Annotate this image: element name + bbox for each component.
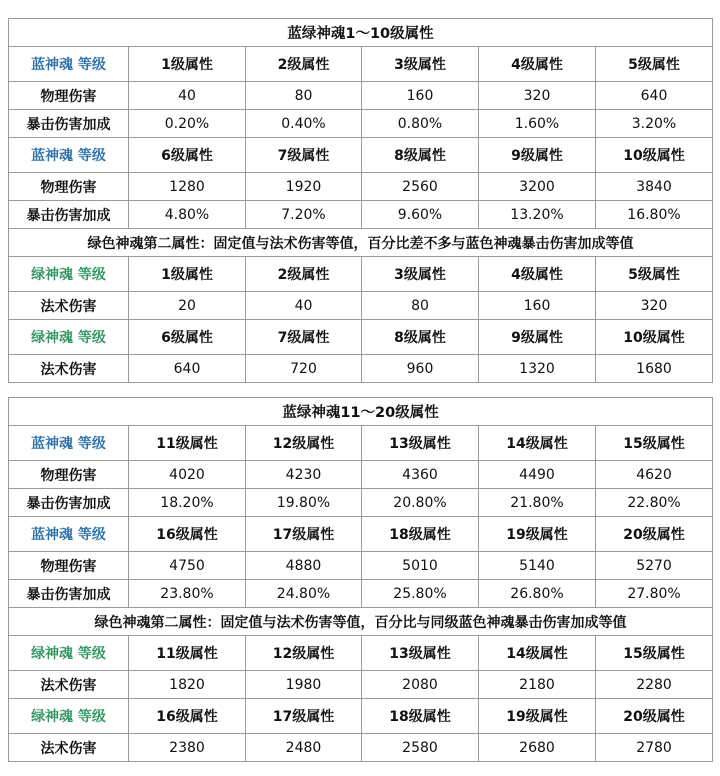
green-soul-level-label: 绿神魂 等级 [9,320,129,355]
level-header: 9级属性 [479,320,596,355]
level-header: 5级属性 [596,47,713,82]
level-header-row [9,517,713,552]
level-header: 14级属性 [479,426,596,461]
cell-value: 23.80% [129,580,246,608]
green-soul-level-label: 绿神魂 等级 [9,636,129,671]
cell-value: 40 [246,292,362,320]
cell-value: 20 [129,292,246,320]
level-header-row [9,138,713,173]
cell-value: 0.80% [362,110,479,138]
level-header: 7级属性 [246,320,362,355]
cell-value: 960 [362,355,479,383]
cell-value: 1820 [129,671,246,699]
cell-value: 4490 [479,461,596,489]
cell-value: 4360 [362,461,479,489]
cell-value: 0.20% [129,110,246,138]
blue-soul-level-label: 蓝神魂 等级 [9,47,129,82]
table-row [9,173,713,201]
cell-value: 2180 [479,671,596,699]
cell-value: 4750 [129,552,246,580]
level-header: 15级属性 [596,426,713,461]
cell-value: 2380 [129,734,246,762]
level-header: 8级属性 [362,320,479,355]
level-header: 16级属性 [129,699,246,734]
row-label: 暴击伤害加成 [9,580,129,608]
row-label: 法术伤害 [9,292,129,320]
level-header: 8级属性 [362,138,479,173]
cell-value: 2280 [596,671,713,699]
cell-value: 1680 [596,355,713,383]
level-header-row [9,320,713,355]
level-header-row [9,47,713,82]
level-header: 7级属性 [246,138,362,173]
cell-value: 22.80% [596,489,713,517]
table-row [9,489,713,517]
level-header: 19级属性 [479,517,596,552]
table-row [9,580,713,608]
cell-value: 16.80% [596,201,713,229]
cell-value: 1920 [246,173,362,201]
level-header: 3级属性 [362,47,479,82]
table-row [9,201,713,229]
cell-value: 26.80% [479,580,596,608]
level-header: 18级属性 [362,517,479,552]
level-header: 13级属性 [362,426,479,461]
cell-value: 720 [246,355,362,383]
cell-value: 320 [479,82,596,110]
row-label: 物理伤害 [9,173,129,201]
level-header: 15级属性 [596,636,713,671]
cell-value: 27.80% [596,580,713,608]
level-header: 13级属性 [362,636,479,671]
cell-value: 2080 [362,671,479,699]
row-label: 法术伤害 [9,671,129,699]
row-label: 暴击伤害加成 [9,489,129,517]
cell-value: 40 [129,82,246,110]
cell-value: 640 [129,355,246,383]
cell-value: 13.20% [479,201,596,229]
level-header: 4级属性 [479,47,596,82]
cell-value: 0.40% [246,110,362,138]
row-label: 暴击伤害加成 [9,110,129,138]
level-header: 2级属性 [246,257,362,292]
cell-value: 5140 [479,552,596,580]
level-header: 10级属性 [596,320,713,355]
table-row [9,292,713,320]
cell-value: 4230 [246,461,362,489]
level-header: 19级属性 [479,699,596,734]
level-header: 17级属性 [246,699,362,734]
level-header: 5级属性 [596,257,713,292]
row-label: 物理伤害 [9,552,129,580]
cell-value: 25.80% [362,580,479,608]
green-soul-note: 绿色神魂第二属性：固定值与法术伤害等值，百分比差不多与蓝色神魂暴击伤害加成等值 [9,229,713,257]
level-header: 11级属性 [129,636,246,671]
cell-value: 5270 [596,552,713,580]
row-label: 物理伤害 [9,82,129,110]
attributes-table-11-20 [8,397,713,762]
cell-value: 24.80% [246,580,362,608]
table-row [9,552,713,580]
cell-value: 4.80% [129,201,246,229]
cell-value: 4020 [129,461,246,489]
table-row [9,355,713,383]
level-header: 12级属性 [246,636,362,671]
cell-value: 160 [479,292,596,320]
blue-soul-level-label: 蓝神魂 等级 [9,138,129,173]
level-header: 3级属性 [362,257,479,292]
level-header: 9级属性 [479,138,596,173]
cell-value: 1.60% [479,110,596,138]
level-header-row [9,257,713,292]
green-soul-note: 绿色神魂第二属性：固定值与法术伤害等值，百分比与同级蓝色神魂暴击伤害加成等值 [9,608,713,636]
cell-value: 2680 [479,734,596,762]
cell-value: 2580 [362,734,479,762]
cell-value: 2780 [596,734,713,762]
level-header: 12级属性 [246,426,362,461]
level-header: 6级属性 [129,320,246,355]
cell-value: 2560 [362,173,479,201]
table-row [9,671,713,699]
row-label: 暴击伤害加成 [9,201,129,229]
cell-value: 9.60% [362,201,479,229]
blue-soul-level-label: 蓝神魂 等级 [9,426,129,461]
cell-value: 3200 [479,173,596,201]
cell-value: 80 [362,292,479,320]
row-label: 法术伤害 [9,355,129,383]
cell-value: 7.20% [246,201,362,229]
level-header: 17级属性 [246,517,362,552]
cell-value: 640 [596,82,713,110]
cell-value: 18.20% [129,489,246,517]
level-header: 1级属性 [129,47,246,82]
row-label: 物理伤害 [9,461,129,489]
cell-value: 1320 [479,355,596,383]
cell-value: 320 [596,292,713,320]
cell-value: 160 [362,82,479,110]
green-soul-level-label: 绿神魂 等级 [9,257,129,292]
cell-value: 2480 [246,734,362,762]
table-row [9,110,713,138]
cell-value: 3.20% [596,110,713,138]
level-header: 20级属性 [596,517,713,552]
cell-value: 20.80% [362,489,479,517]
table-title: 蓝绿神魂11～20级属性 [9,398,713,426]
level-header: 11级属性 [129,426,246,461]
row-label: 法术伤害 [9,734,129,762]
cell-value: 80 [246,82,362,110]
level-header: 1级属性 [129,257,246,292]
cell-value: 5010 [362,552,479,580]
attributes-table-1-10 [8,18,713,383]
table-row [9,82,713,110]
level-header-row [9,699,713,734]
cell-value: 4880 [246,552,362,580]
blue-soul-level-label: 蓝神魂 等级 [9,517,129,552]
table-title: 蓝绿神魂1～10级属性 [9,19,713,47]
level-header: 20级属性 [596,699,713,734]
level-header-row [9,426,713,461]
table-row [9,461,713,489]
level-header: 4级属性 [479,257,596,292]
level-header: 18级属性 [362,699,479,734]
table-row [9,734,713,762]
cell-value: 1280 [129,173,246,201]
cell-value: 3840 [596,173,713,201]
cell-value: 1980 [246,671,362,699]
cell-value: 4620 [596,461,713,489]
level-header: 14级属性 [479,636,596,671]
green-soul-level-label: 绿神魂 等级 [9,699,129,734]
level-header: 2级属性 [246,47,362,82]
cell-value: 19.80% [246,489,362,517]
cell-value: 21.80% [479,489,596,517]
level-header: 6级属性 [129,138,246,173]
level-header: 16级属性 [129,517,246,552]
level-header: 10级属性 [596,138,713,173]
level-header-row [9,636,713,671]
